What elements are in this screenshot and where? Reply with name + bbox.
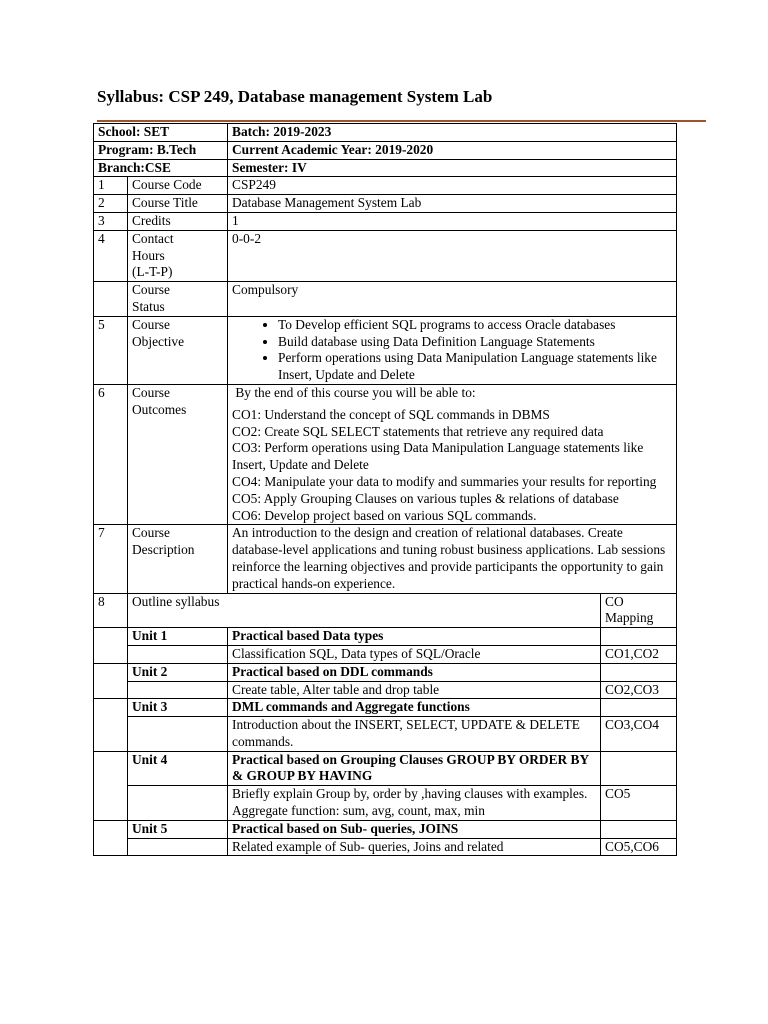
unit-detail: Classification SQL, Data types of SQL/Oracle bbox=[228, 645, 601, 663]
unit-detail-row bbox=[94, 717, 677, 752]
program-cell: Program: B.Tech bbox=[94, 141, 228, 159]
unit-co: CO5 bbox=[601, 786, 677, 821]
unit-label: Unit 5 bbox=[128, 820, 228, 838]
label-line: Description bbox=[132, 542, 195, 558]
objective-list-cell bbox=[228, 316, 677, 384]
row-number: 5 bbox=[94, 316, 128, 384]
row-number: 4 bbox=[94, 230, 128, 281]
row-credits bbox=[94, 212, 677, 230]
outcome-item: CO2: Create SQL SELECT statements that retrieve any required data bbox=[232, 423, 604, 439]
row-value: 1 bbox=[228, 212, 677, 230]
row-number bbox=[94, 282, 128, 317]
row-number: 1 bbox=[94, 177, 128, 195]
unit-label: Unit 2 bbox=[128, 663, 228, 681]
row-course-outcomes bbox=[94, 384, 677, 524]
header-row-branch bbox=[94, 159, 677, 177]
row-label bbox=[128, 316, 228, 384]
outline-label: Outline syllabus bbox=[128, 593, 601, 628]
description-cell: An introduction to the design and creation of relational databases. Create database-level applications and tuning robust business applications. Lab sessions reinforce the learning objectives and provide participants the opportunity to gain practical hands-on experience. bbox=[228, 525, 677, 593]
label-line: Objective bbox=[132, 333, 185, 349]
outcomes-intro: By the end of this course you will be able to: bbox=[232, 384, 476, 400]
unit-detail-row bbox=[94, 645, 677, 663]
label-line: Course bbox=[132, 384, 170, 400]
unit-detail-row bbox=[94, 681, 677, 699]
header-row-school bbox=[94, 124, 677, 142]
unit-label: Unit 3 bbox=[128, 699, 228, 717]
unit-detail-row bbox=[94, 838, 677, 856]
row-label bbox=[128, 525, 228, 593]
row-value: Database Management System Lab bbox=[228, 195, 677, 213]
objective-list bbox=[232, 317, 672, 384]
row-course-status bbox=[94, 282, 677, 317]
unit-heading-row bbox=[94, 628, 677, 646]
unit-detail: Related example of Sub- queries, Joins and related bbox=[228, 838, 601, 856]
row-number: 6 bbox=[94, 384, 128, 524]
row-number: 2 bbox=[94, 195, 128, 213]
outcome-item: CO5: Apply Grouping Clauses on various tuples & relations of database bbox=[232, 490, 619, 506]
row-label: Course Title bbox=[128, 195, 228, 213]
label-line: Status bbox=[132, 298, 165, 314]
unit-label: Unit 4 bbox=[128, 751, 228, 786]
unit-label: Unit 1 bbox=[128, 628, 228, 646]
objective-item: • Build database using Data Definition Language Statements bbox=[278, 334, 672, 351]
outcomes-cell bbox=[228, 384, 677, 524]
row-contact-hours bbox=[94, 230, 677, 281]
outcome-item: CO4: Manipulate your data to modify and summaries your results for reporting bbox=[232, 473, 657, 489]
batch-cell: Batch: 2019-2023 bbox=[228, 124, 677, 142]
unit-heading-row bbox=[94, 699, 677, 717]
row-value: 0-0-2 bbox=[228, 230, 677, 281]
syllabus-table bbox=[93, 123, 677, 856]
unit-detail: Introduction about the INSERT, SELECT, UPDATE & DELETE commands. bbox=[228, 717, 601, 752]
unit-heading: Practical based on Grouping Clauses GROUP BY ORDER BY & GROUP BY HAVING bbox=[228, 751, 601, 786]
label-line: CO bbox=[605, 593, 624, 609]
unit-detail-row bbox=[94, 786, 677, 821]
outcome-item: CO1: Understand the concept of SQL commands in DBMS bbox=[232, 406, 550, 422]
outcome-item: CO3: Perform operations using Data Manipulation Language statements like Insert, Update and Delete bbox=[232, 440, 644, 473]
label-line: Course bbox=[132, 282, 170, 298]
label-line: Contact bbox=[132, 230, 174, 246]
unit-co: CO5,CO6 bbox=[601, 838, 677, 856]
row-label bbox=[128, 282, 228, 317]
row-number: 8 bbox=[94, 593, 128, 628]
unit-co: CO1,CO2 bbox=[601, 645, 677, 663]
row-label bbox=[128, 230, 228, 281]
row-course-title bbox=[94, 195, 677, 213]
unit-heading: Practical based on Sub- queries, JOINS bbox=[228, 820, 601, 838]
label-line: Course bbox=[132, 316, 170, 332]
unit-heading-row bbox=[94, 751, 677, 786]
row-value: Compulsory bbox=[228, 282, 677, 317]
objective-item: • To Develop efficient SQL programs to access Oracle databases bbox=[278, 317, 672, 334]
row-course-description bbox=[94, 525, 677, 593]
row-label bbox=[128, 384, 228, 524]
academic-year-cell: Current Academic Year: 2019-2020 bbox=[228, 141, 677, 159]
row-number: 7 bbox=[94, 525, 128, 593]
unit-heading: DML commands and Aggregate functions bbox=[228, 699, 601, 717]
school-cell: School: SET bbox=[94, 124, 228, 142]
label-line: Course bbox=[132, 525, 170, 541]
row-number: 3 bbox=[94, 212, 128, 230]
row-course-objective bbox=[94, 316, 677, 384]
unit-detail: Briefly explain Group by, order by ,having clauses with examples. Aggregate function: sum, avg, count, max, min bbox=[228, 786, 601, 821]
page-title: Syllabus: CSP 249, Database management System Lab bbox=[97, 87, 493, 106]
label-line: Mapping bbox=[605, 610, 654, 626]
outcome-item: CO6: Develop project based on various SQL commands. bbox=[232, 507, 537, 523]
label-line: Outcomes bbox=[132, 401, 187, 417]
label-line: Hours bbox=[132, 247, 165, 263]
unit-co: CO2,CO3 bbox=[601, 681, 677, 699]
unit-detail: Create table, Alter table and drop table bbox=[228, 681, 601, 699]
row-outline-syllabus bbox=[94, 593, 677, 628]
branch-cell: Branch:CSE bbox=[94, 159, 228, 177]
header-row-program bbox=[94, 141, 677, 159]
row-label: Course Code bbox=[128, 177, 228, 195]
unit-heading-row bbox=[94, 663, 677, 681]
unit-heading: Practical based on DDL commands bbox=[228, 663, 601, 681]
row-label: Credits bbox=[128, 212, 228, 230]
co-mapping-header bbox=[601, 593, 677, 628]
unit-co: CO3,CO4 bbox=[601, 717, 677, 752]
unit-heading: Practical based Data types bbox=[228, 628, 601, 646]
row-course-code bbox=[94, 177, 677, 195]
semester-cell: Semester: IV bbox=[228, 159, 677, 177]
row-value: CSP249 bbox=[228, 177, 677, 195]
title-underline bbox=[97, 120, 706, 122]
unit-heading-row bbox=[94, 820, 677, 838]
objective-item: • Perform operations using Data Manipulation Language statements like Insert, Update and Delete bbox=[278, 350, 672, 384]
label-line: (L-T-P) bbox=[132, 264, 173, 280]
